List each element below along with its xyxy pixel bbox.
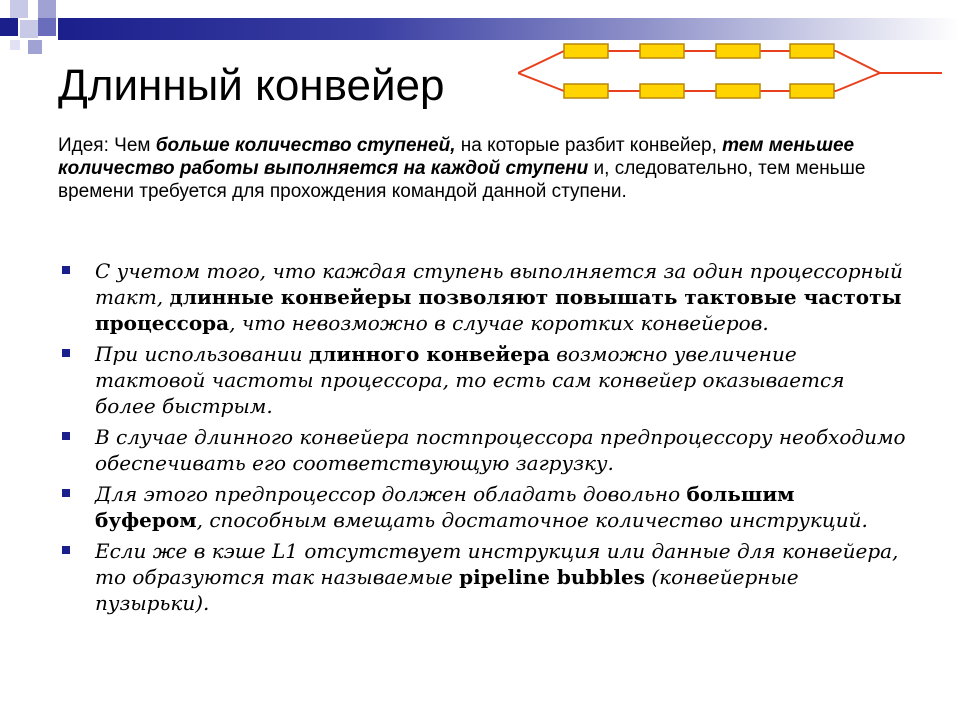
idea-text: на которые разбит конвейер, (455, 135, 723, 156)
corner-square (10, 0, 28, 18)
idea-text: и, следовательно, тем меньше времени требуется для прохождения командой данной ступени. (58, 158, 866, 202)
pipeline-stage-box (640, 84, 684, 98)
pipeline-stage-box (564, 44, 608, 58)
corner-square (38, 0, 56, 18)
idea-emphasis: тем меньшее количество работы выполняется на каждой ступени (58, 135, 855, 179)
bullet-text: , что невозможно в случае коротких конвейеров. (229, 311, 769, 335)
pipeline-line (836, 73, 880, 91)
bullet-list (58, 258, 908, 621)
pipeline-stage-box (564, 84, 608, 98)
bullet-text: , способным вмещать достаточное количество инструкций. (196, 508, 868, 532)
bullet-text: С учетом того, что каждая ступень выполняется за один процессорный такт, (95, 259, 903, 309)
pipeline-diagram (518, 36, 944, 104)
bullet-square-icon (62, 432, 70, 440)
idea-prefix: Идея: Чем (58, 135, 156, 156)
corner-square (20, 20, 38, 38)
bullet-text: Если же в кэше L1 отсутствует инструкция или данные для конвейера, то образуются так называемые (95, 539, 899, 589)
pipeline-stage-box (790, 44, 834, 58)
bullet-text: В случае длинного конвейера постпроцессора предпроцессору необходимо обеспечивать его соответствующую загрузку. (95, 425, 906, 475)
list-item (58, 481, 908, 533)
bullet-text: (конвейерные пузырьки). (95, 565, 799, 615)
pipeline-stage-box (716, 44, 760, 58)
corner-square (0, 18, 18, 36)
corner-square (28, 40, 42, 54)
bullet-bold-text: pipeline bubbles (459, 565, 645, 589)
corner-square (38, 18, 56, 36)
page-title: Длинный конвейер (58, 61, 445, 110)
corner-square (10, 40, 20, 50)
bullet-bold-text: длинные конвейеры позволяют повышать тактовые частоты процессора (95, 285, 902, 335)
bullet-square-icon (62, 349, 70, 357)
bullet-square-icon (62, 266, 70, 274)
bullet-text: При использовании (95, 342, 309, 366)
bullet-square-icon (62, 546, 70, 554)
pipeline-line (836, 51, 880, 73)
list-item (58, 258, 908, 336)
pipeline-stage-box (716, 84, 760, 98)
list-item (58, 341, 908, 419)
idea-paragraph (58, 134, 918, 203)
pipeline-line (518, 73, 564, 91)
pipeline-stage-box (640, 44, 684, 58)
list-item (58, 538, 908, 616)
bullet-bold-text: длинного конвейера (308, 342, 550, 366)
pipeline-line (518, 51, 564, 73)
bullet-text: возможно увеличение тактовой частоты процессора, то есть сам конвейер оказывается более быстрым. (95, 342, 845, 418)
list-item (58, 424, 908, 476)
idea-emphasis: больше количество ступеней, (155, 135, 456, 156)
bullet-square-icon (62, 489, 70, 497)
bullet-bold-text: большим буфером (95, 482, 795, 532)
pipeline-stage-box (790, 84, 834, 98)
bullet-text: Для этого предпроцессор должен обладать довольно (95, 482, 687, 506)
